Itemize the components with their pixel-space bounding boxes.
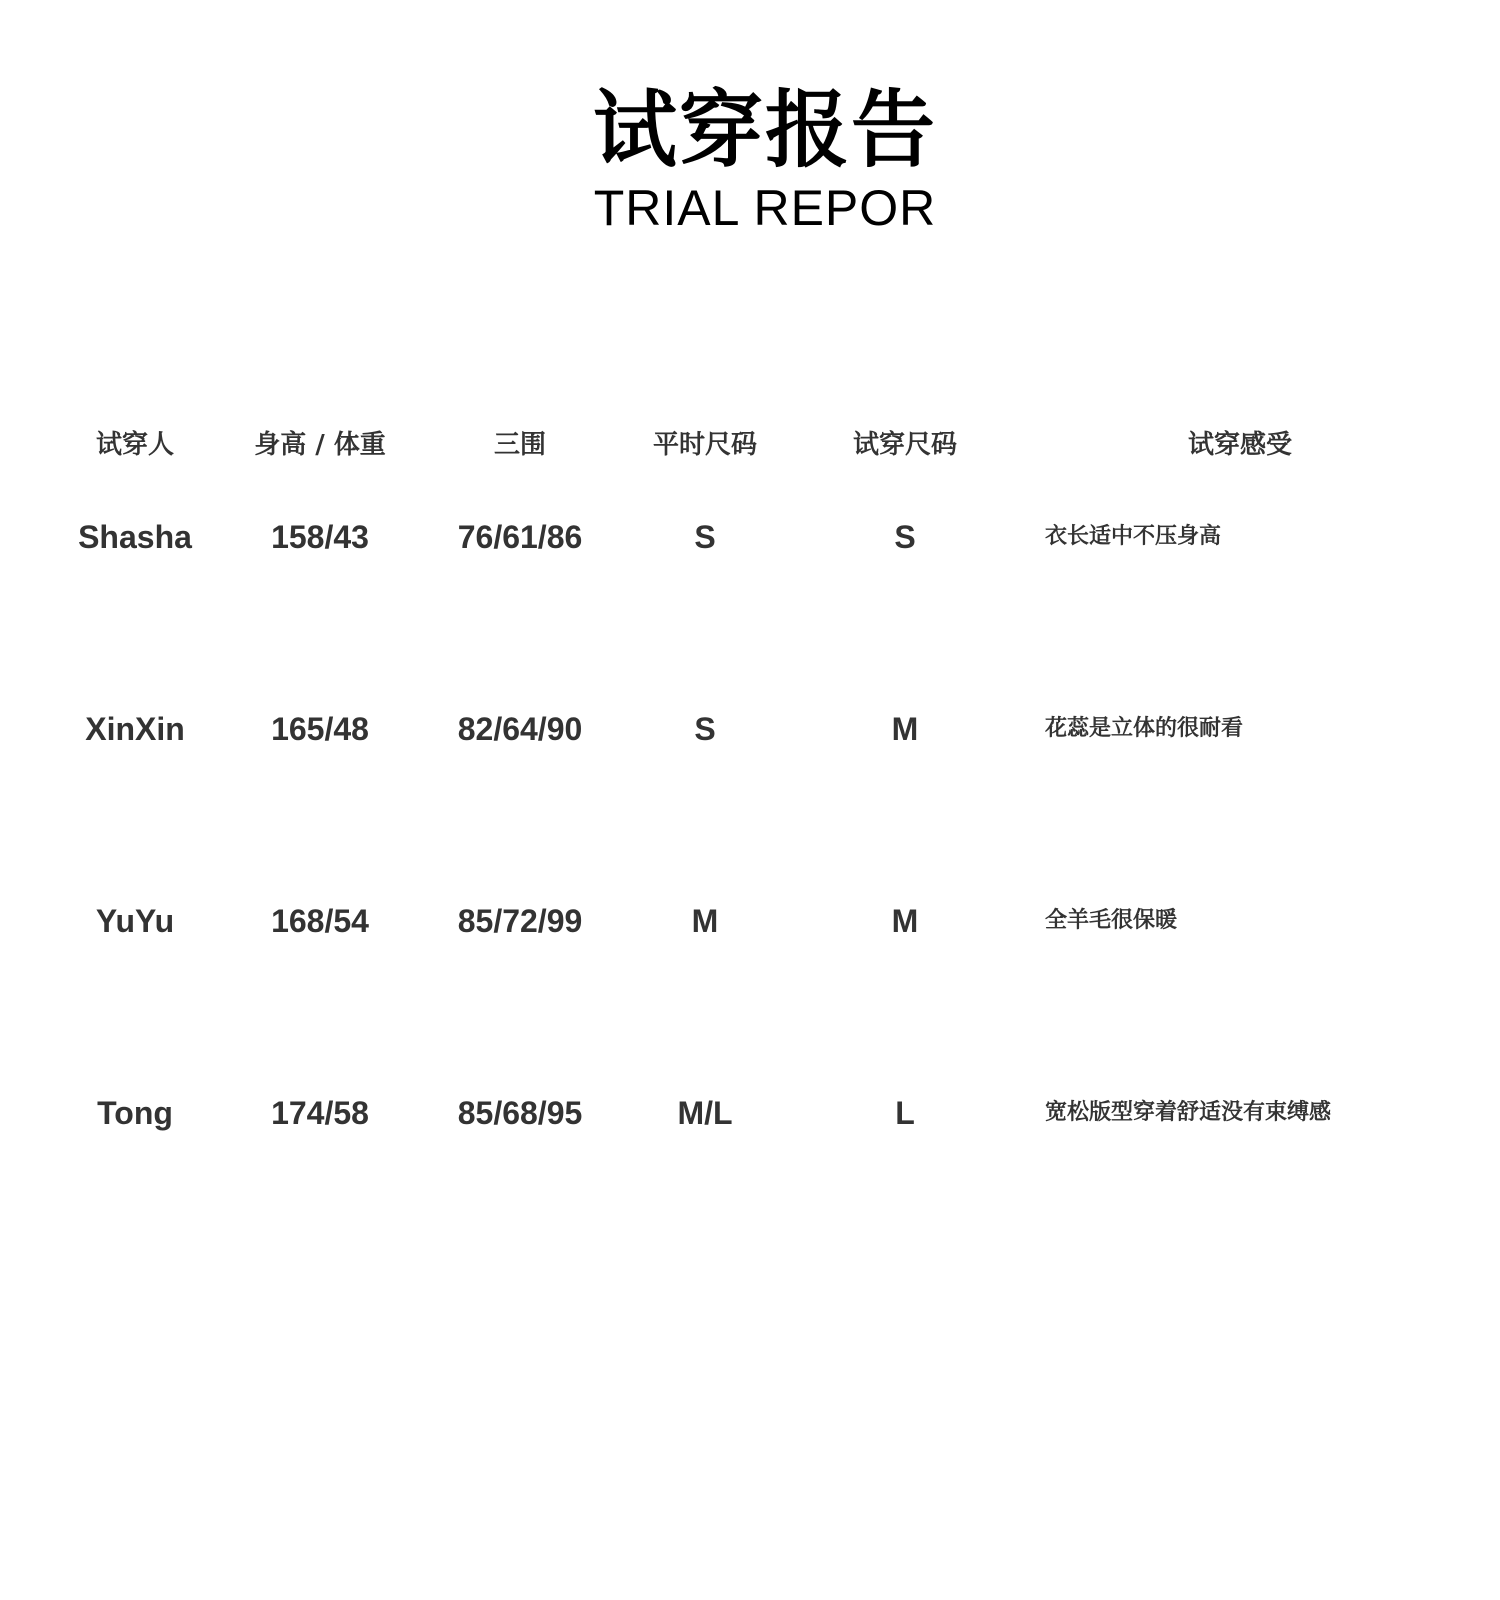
cell-feedback: 衣长适中不压身高 bbox=[1045, 524, 1222, 549]
table-row bbox=[0, 507, 1500, 567]
cell-measurements: 85/68/95 bbox=[457, 1095, 583, 1131]
cell-usual-size: S bbox=[694, 519, 716, 555]
header-usual-size: 平时尺码 bbox=[652, 430, 757, 460]
table-row bbox=[0, 1083, 1500, 1143]
cell-height-weight: 158/43 bbox=[271, 519, 369, 555]
cell-name: Shasha bbox=[78, 519, 192, 555]
cell-height-weight: 165/48 bbox=[271, 711, 369, 747]
trial-report-table bbox=[0, 415, 1500, 1131]
cell-name: XinXin bbox=[85, 711, 185, 747]
page-subtitle: TRIAL REPOR bbox=[593, 180, 937, 236]
cell-trial-size: S bbox=[894, 519, 916, 555]
cell-measurements: 76/61/86 bbox=[457, 519, 583, 555]
header-height-weight: 身高 / 体重 bbox=[254, 430, 386, 460]
cell-name: Tong bbox=[97, 1095, 173, 1131]
page-title: 试穿报告 bbox=[592, 81, 937, 179]
cell-feedback: 宽松版型穿着舒适没有束缚感 bbox=[1045, 1100, 1332, 1125]
cell-height-weight: 174/58 bbox=[271, 1095, 369, 1131]
cell-usual-size: M/L bbox=[677, 1095, 733, 1131]
table-row bbox=[0, 699, 1500, 759]
header-trial-size: 试穿尺码 bbox=[852, 430, 957, 460]
cell-feedback: 全羊毛很保暖 bbox=[1045, 908, 1178, 933]
header-feedback: 试穿感受 bbox=[1187, 430, 1292, 460]
header-name: 试穿人 bbox=[95, 430, 174, 460]
cell-feedback: 花蕊是立体的很耐看 bbox=[1045, 716, 1244, 741]
header-measurements: 三围 bbox=[493, 430, 546, 460]
cell-height-weight: 168/54 bbox=[271, 903, 369, 939]
report-title-block bbox=[0, 80, 1500, 236]
cell-measurements: 82/64/90 bbox=[457, 711, 583, 747]
cell-usual-size: S bbox=[694, 711, 716, 747]
cell-name: YuYu bbox=[95, 903, 175, 939]
cell-usual-size: M bbox=[691, 903, 719, 939]
cell-trial-size: M bbox=[891, 711, 919, 747]
cell-trial-size: M bbox=[891, 903, 919, 939]
cell-trial-size: L bbox=[895, 1095, 915, 1131]
table-header-row bbox=[0, 415, 1500, 475]
table-row bbox=[0, 891, 1500, 951]
cell-measurements: 85/72/99 bbox=[457, 903, 583, 939]
